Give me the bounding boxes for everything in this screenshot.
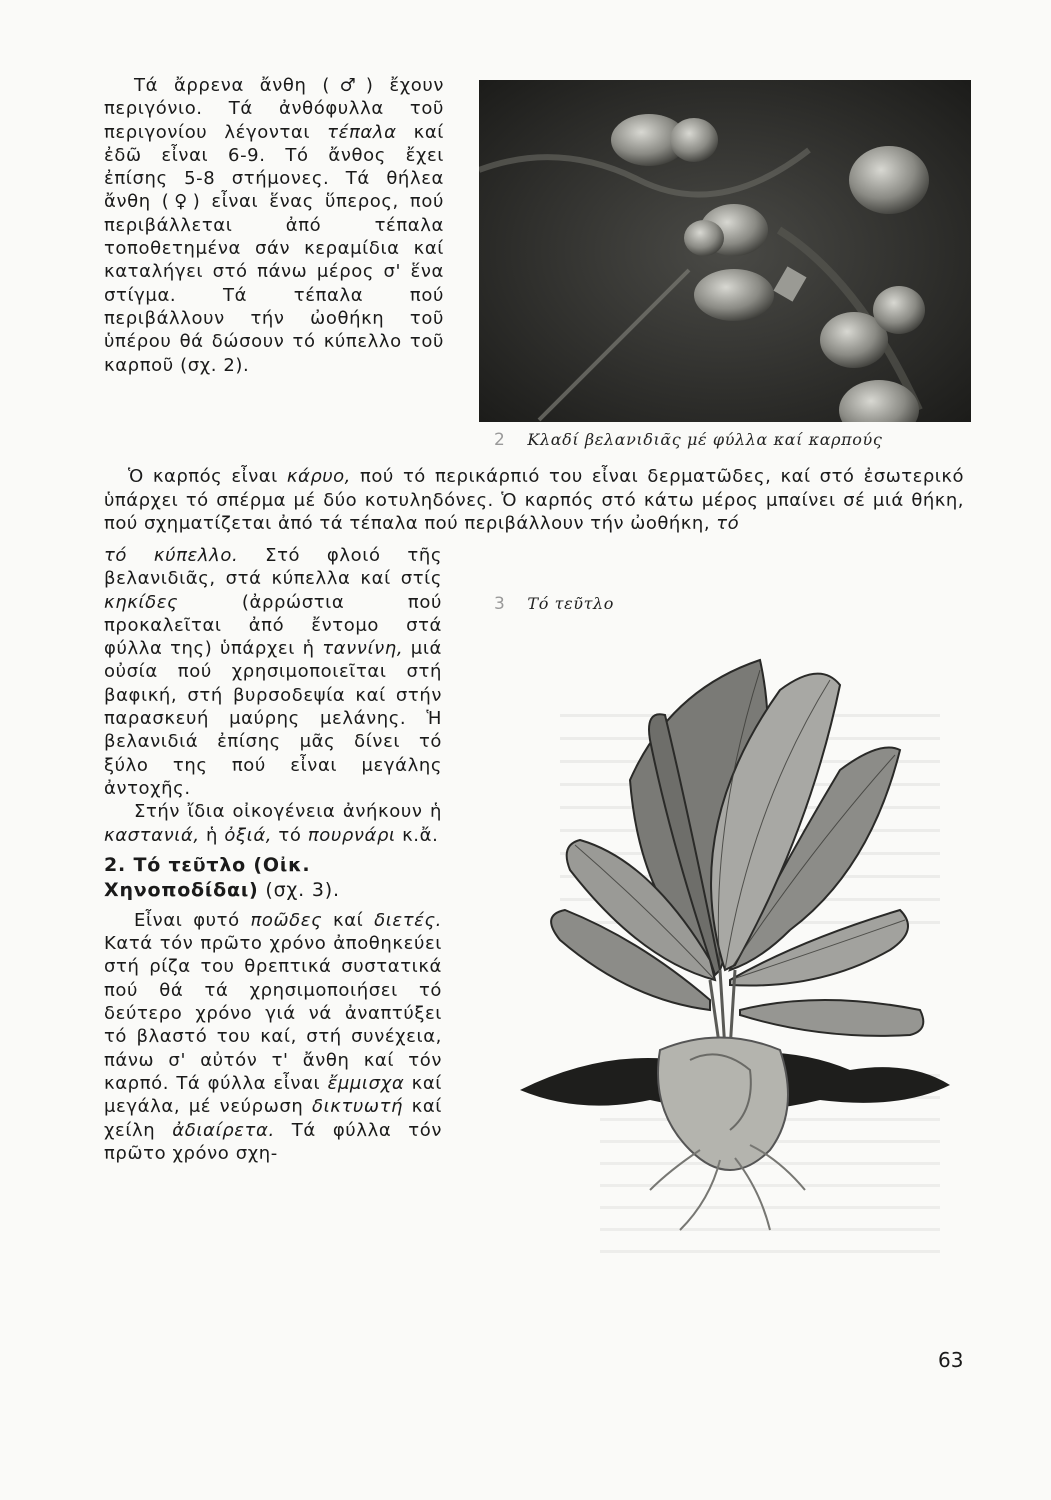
text: τό	[272, 824, 308, 846]
text: μιά οὐσία πού χρησιμοποιεῖται στή βαφική, στή βυρσοδεψία καί στήν παρασκευή μαύρης μελάνης. Ἡ βελανιδιά ἐπίσης μᾶς δίνει τό ξύλο της πού εἶναι μεγάλης ἀντοχῆς.	[104, 638, 442, 799]
text: Τά ἄρρενα ἄνθη (♂) ἔχουν περιγόνιο. Τά ἀνθόφυλλα τοῦ περιγονίου λέγονται	[104, 75, 444, 143]
oak-photo-image	[479, 80, 971, 422]
page-number: 63	[938, 1348, 964, 1372]
term-adiaireta: ἀδιαίρετα.	[172, 1119, 275, 1141]
text: Εἶναι φυτό	[134, 909, 251, 931]
text: Στό φλοιό τῆς βελανιδιᾶς, στά κύπελλα καί στίς	[104, 545, 442, 590]
text: (ἀρρώστια πού προκαλεῖται ἀπό ἔντομο στά φύλλα της) ὑπάρχει ἡ	[104, 591, 442, 660]
term-kikides: κηκίδες	[104, 591, 179, 613]
term-kastania: καστανιά,	[104, 824, 200, 846]
figure-3-number: 3	[494, 594, 506, 614]
paragraph-fruit	[104, 465, 964, 536]
text: καί μεγάλα, μέ νεύρωση	[104, 1072, 442, 1118]
heading-text: 2. Τό τεῦτλο (Οἰκ. Χηνοποδίδαι)	[104, 853, 311, 901]
term-emmischa: ἔμμισχα	[327, 1072, 405, 1094]
figure-2-number: 2	[494, 430, 506, 450]
term-to: τό	[716, 513, 740, 534]
column-left-bottom	[104, 544, 442, 1165]
paragraph-beet	[104, 909, 442, 1165]
heading-ref: (σχ. 3).	[258, 878, 340, 901]
section-heading-beet	[104, 853, 442, 903]
text: ἡ	[199, 824, 225, 846]
figure-2-caption-text: Κλαδί βελανιδιᾶς μέ φύλλα καί καρπούς	[527, 430, 883, 449]
text: Τά φύλλα τόν πρῶτο χρόνο σχη-	[104, 1119, 442, 1164]
text: Ὁ καρπός εἶναι	[128, 466, 287, 487]
paragraph-tannin	[104, 544, 442, 800]
text: πού τό περικάρπιό του εἶναι δερματῶδες, καί στό ἐσωτερικό ὑπάρχει τό σπέρμα μέ δύο κοτυληδόνες. Ὁ καρπός στό κάτω μέρος μπαίνει σέ μιά θήκη, πού σχηματίζεται ἀπό τά τέπαλα πού περιβάλλουν τήν ὠοθήκη,	[104, 466, 964, 534]
term-diktyoti: δικτυωτή	[311, 1096, 404, 1118]
column-left-top	[104, 74, 444, 377]
text: Κατά τόν πρῶτο χρόνο ἀποθηκεύει στή ρίζα του θρεπτικά συστατικά πού θά τά χρησιμοποιήσει τό δεύτερο χρόνο γιά νά ἀναπτύξει τό βλαστό του καί, στή συνέχεια, πάνω σ' αὐτόν τ' ἄνθη καί τόν καρπό. Τά φύλλα εἶναι	[104, 933, 442, 1094]
figure-3-caption-text: Τό τεῦτλο	[527, 594, 615, 613]
text: καί ἐδῶ εἶναι 6-9. Τό ἄνθος ἔχει ἐπίσης 5-8 στήμονες. Τά θήλεα ἄνθη (♀) εἶναι ἕνας ὕπερος, πού περιβάλλεται ἀπό τέπαλα τοποθετημένα σάν κεραμίδια καί καταλήγει στό πάνω μέρος σ' ἕνα στίγμα. Τά τέπαλα πού περιβάλλουν τήν ὠοθήκη τοῦ ὑπέρου θά δώσουν τό κύπελλο τοῦ καρποῦ (σχ. 2).	[104, 121, 444, 376]
paragraph-family	[104, 800, 442, 847]
text: καί	[322, 909, 375, 931]
term-tannini: ταννίνη,	[322, 638, 404, 660]
text: καί χείλη	[104, 1096, 443, 1141]
text: Στήν ἴδια οἰκογένεια ἀνήκουν ἡ	[134, 801, 442, 823]
term-karyo: κάρυο,	[286, 466, 351, 487]
figure-2-caption	[494, 430, 882, 450]
term-oxia: ὀξιά,	[224, 824, 273, 846]
term-dietes: διετές.	[374, 909, 442, 931]
term-tepala: τέπαλα	[327, 121, 397, 143]
term-pournari: πουρνάρι	[307, 824, 396, 846]
paragraph-flowers	[104, 74, 444, 377]
text: κ.ἄ.	[395, 824, 439, 846]
figure-oak-branch-photo	[479, 80, 971, 422]
figure-3-caption	[494, 594, 614, 614]
term-kypello: τό κύπελλο.	[104, 545, 239, 566]
full-width-paragraph	[104, 465, 964, 536]
figure-beet-illustration	[520, 630, 950, 1240]
term-poodes: ποῶδες	[250, 909, 323, 931]
